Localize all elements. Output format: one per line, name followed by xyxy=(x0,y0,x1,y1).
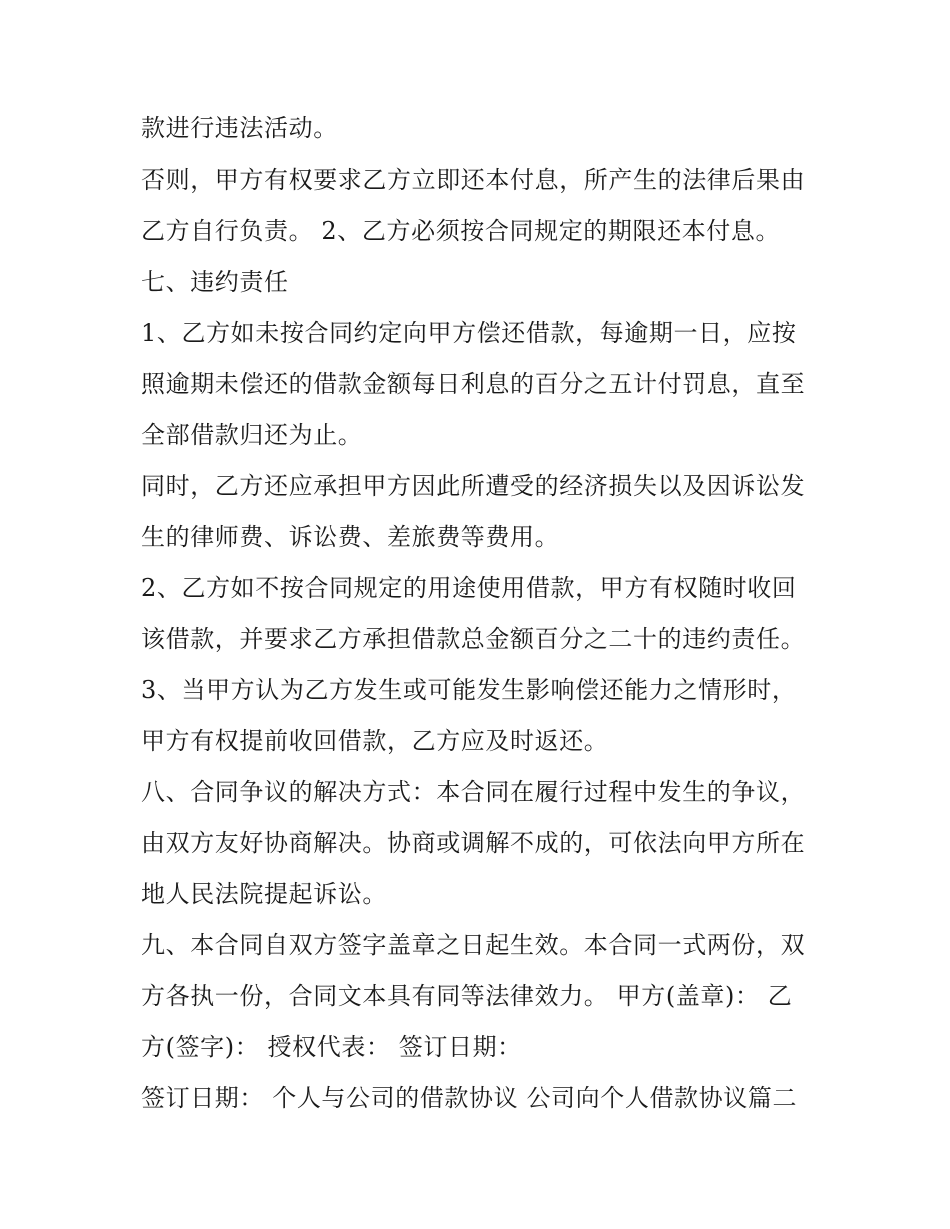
text-line: 照逾期未偿还的借款金额每日利息的百分之五计付罚息，直至 xyxy=(141,370,806,398)
text-line: 甲方有权提前收回借款，乙方应及时返还。 xyxy=(141,727,609,755)
text-line: 该借款，并要求乙方承担借款总金额百分之二十的违约责任。 xyxy=(141,625,806,653)
text-line: 地人民法院提起诉讼。 xyxy=(141,880,387,908)
text-line: 3、当甲方认为乙方发生或可能发生影响偿还能力之情形时， xyxy=(141,676,797,704)
text-line: 乙方自行负责。 2、乙方必须按合同规定的期限还本付息。 xyxy=(141,217,781,245)
text-line: 签订日期： 个人与公司的借款协议 公司向个人借款协议篇二 xyxy=(141,1084,798,1112)
section-heading-effectiveness: 九、本合同自双方签字盖章之日起生效。本合同一式两份，双 xyxy=(141,931,806,959)
section-heading-dispute-resolution: 八、合同争议的解决方式：本合同在履行过程中发生的争议， xyxy=(141,778,806,806)
text-line: 生的律师费、诉讼费、差旅费等费用。 xyxy=(141,523,560,551)
text-line: 同时，乙方还应承担甲方因此所遭受的经济损失以及因诉讼发 xyxy=(141,472,806,500)
text-line: 2、乙方如不按合同规定的用途使用借款，甲方有权随时收回 xyxy=(141,574,797,602)
text-line: 方各执一份，合同文本具有同等法律效力。 甲方(盖章)： 乙 xyxy=(141,982,793,1010)
text-line: 款进行违法活动。 xyxy=(141,114,338,142)
signature-line: 方(签字)： 授权代表： 签订日期： xyxy=(141,1033,522,1061)
text-line: 1、乙方如未按合同约定向甲方偿还借款，每逾期一日，应按 xyxy=(141,319,797,347)
section-heading-breach-liability: 七、违约责任 xyxy=(141,268,289,296)
text-line: 全部借款归还为止。 xyxy=(141,421,363,449)
text-line: 否则，甲方有权要求乙方立即还本付息，所产生的法律后果由 xyxy=(141,166,806,194)
text-line: 由双方友好协商解决。协商或调解不成的，可依法向甲方所在 xyxy=(141,829,806,857)
